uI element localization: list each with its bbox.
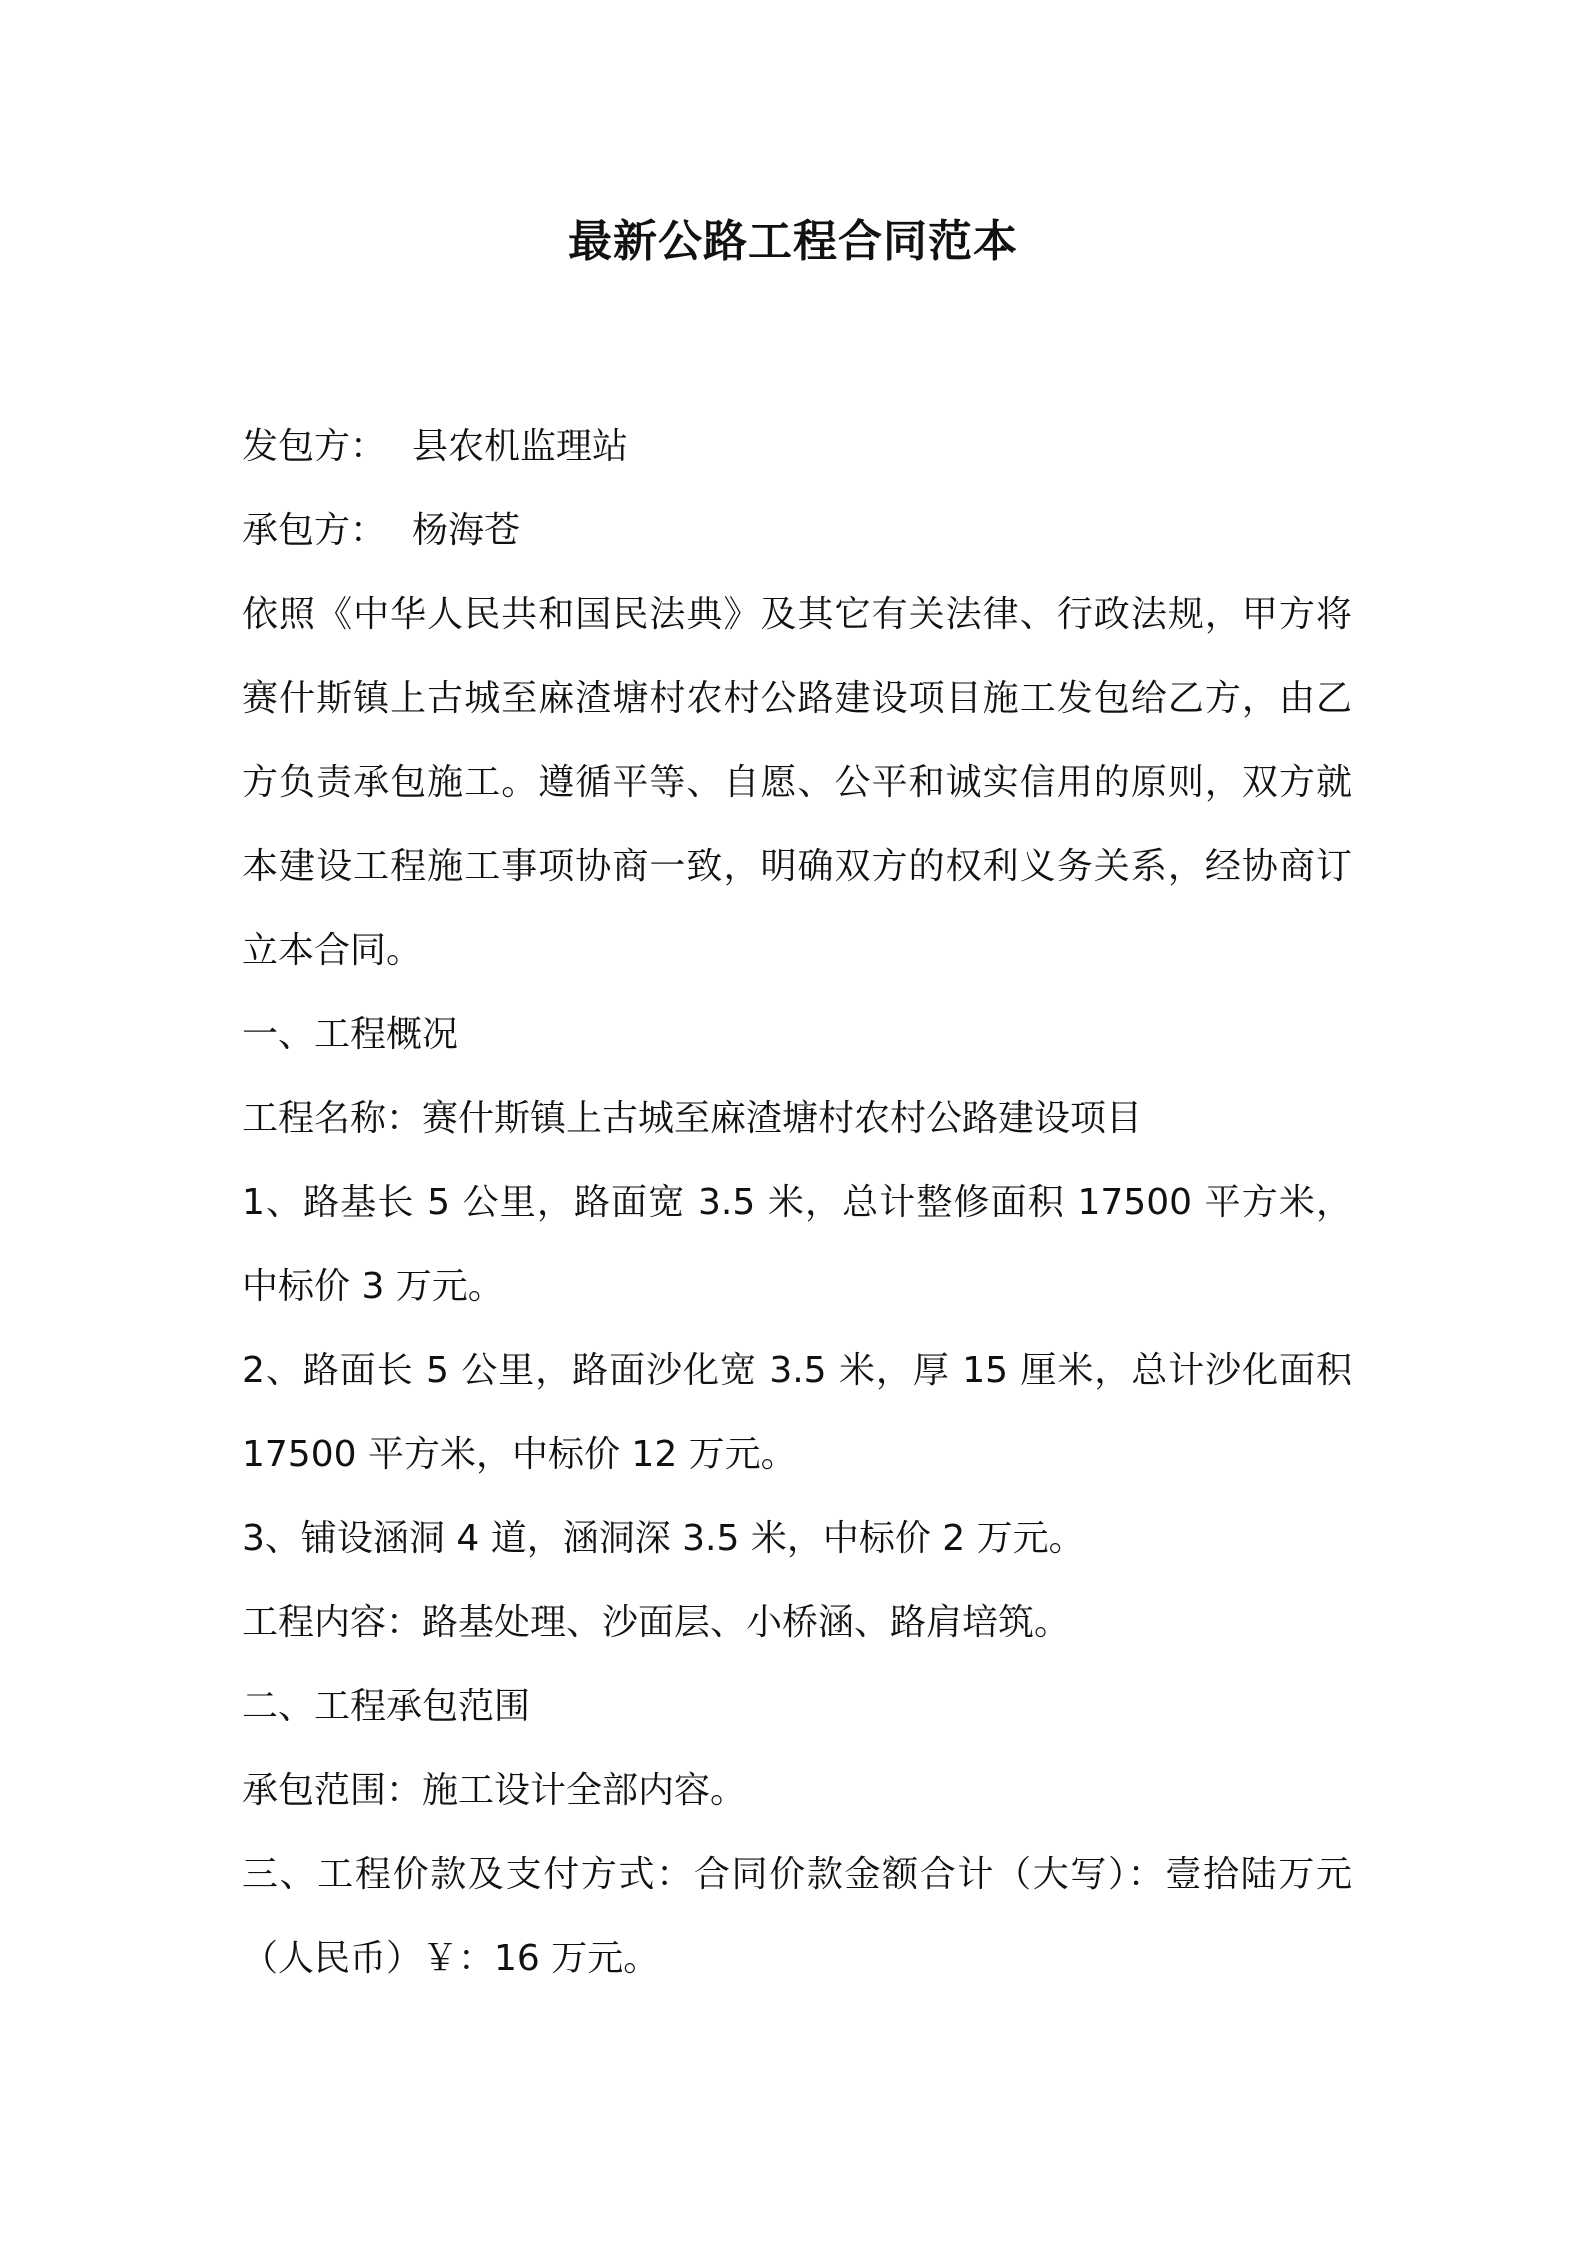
contractor-line <box>242 489 1352 573</box>
project-content-line: 工程内容：路基处理、沙面层、小桥涵、路肩培筑。 <box>242 1602 1071 1643</box>
scope-line: 承包范围：施工设计全部内容。 <box>242 1770 747 1811</box>
section2-heading: 二、工程承包范围 <box>242 1686 531 1727</box>
employer-label: 发包方： <box>242 426 387 467</box>
section1-item-3: 3、铺设涵洞 4 道，涵洞深 3.5 米，中标价 2 万元。 <box>242 1518 1085 1559</box>
preamble-paragraph: 依照《中华人民共和国民法典》及其它有关法律、行政法规，甲方将赛什斯镇上古城至麻渣塘村农村公路建设项目施工发包给乙方，由乙方负责承包施工。遵循平等、自愿、公平和诚实信用的原则，双方就本建设工程施工事项协商一致，明确双方的权利义务关系，经协商订立本合同。 <box>242 594 1352 971</box>
employer-line <box>242 405 1352 489</box>
section1-heading: 一、工程概况 <box>242 1014 459 1055</box>
project-name-line: 工程名称：赛什斯镇上古城至麻渣塘村农村公路建设项目 <box>242 1098 1143 1139</box>
employer-value: 县农机监理站 <box>412 426 629 467</box>
contractor-label: 承包方： <box>242 510 387 551</box>
section3-paragraph: 三、工程价款及支付方式：合同价款金额合计（大写）：壹拾陆万元（人民币）￥：16 万元。 <box>242 1854 1352 1979</box>
contractor-value: 杨海苍 <box>412 510 521 551</box>
section1-item-2: 2、路面长 5 公里，路面沙化宽 3.5 米，厚 15 厘米，总计沙化面积 17500 平方米，中标价 12 万元。 <box>242 1350 1352 1475</box>
document-title: 最新公路工程合同范本 <box>568 216 1018 267</box>
section1-item-1: 1、路基长 5 公里，路面宽 3.5 米，总计整修面积 17500 平方米，中标价 3 万元。 <box>242 1182 1352 1307</box>
document-body <box>242 405 1352 2001</box>
